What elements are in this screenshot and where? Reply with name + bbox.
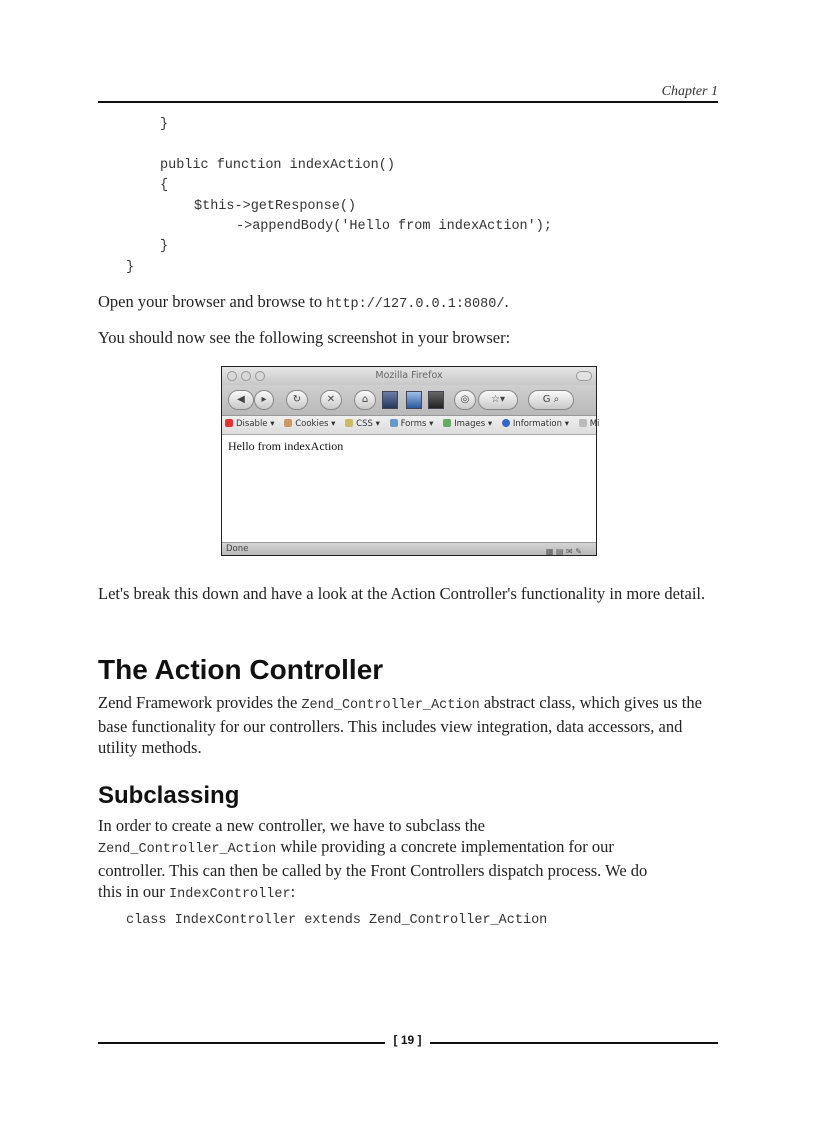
toolbar-cookies: Cookies ▾	[284, 419, 335, 429]
web-developer-toolbar	[222, 415, 600, 435]
browser-content	[222, 435, 596, 539]
code-line: ->appendBody('Hello from indexAction');	[236, 219, 552, 234]
favorites-icon: ☆▾	[478, 390, 518, 410]
back-icon: ◀	[228, 390, 254, 410]
code-line: }	[160, 117, 169, 132]
close-window-icon	[227, 371, 237, 381]
footer-rule-left	[98, 1042, 385, 1044]
toolbar-toggle-icon	[576, 371, 592, 381]
section-heading: The Action Controller	[98, 654, 384, 685]
class-name-code: IndexController	[169, 887, 291, 902]
settings-icon: ◎	[454, 390, 476, 410]
code-line: $this->getResponse()	[194, 199, 357, 214]
toolbar-more: Mi	[579, 419, 600, 429]
reload-icon: ↻	[286, 390, 308, 410]
page-number: [ 19 ]	[393, 1033, 422, 1047]
paragraph-see-screenshot: You should now see the following screenshot in your browser:	[98, 328, 511, 347]
forward-icon: ▸	[254, 390, 274, 410]
stop-icon: ✕	[320, 390, 342, 410]
class-name-code: Zend_Controller_Action	[301, 698, 480, 713]
toolbar-information: Information ▾	[502, 419, 569, 429]
toolbar-forms: Forms ▾	[390, 419, 434, 429]
code-line: {	[160, 178, 169, 193]
paragraph-action-controller: Zend Framework provides the Zend_Controller_Action abstract class, which gives us the base functionality for our controllers. This includes view integration, data accessors, and utility methods.	[98, 693, 702, 757]
url-text: http://127.0.0.1:8080/	[326, 297, 505, 312]
code-line: public function indexAction()	[160, 158, 395, 173]
toolbar-disable: Disable ▾	[225, 419, 275, 429]
header-rule	[98, 101, 718, 103]
class-name-code: Zend_Controller_Action	[98, 842, 277, 857]
status-text: Done	[226, 544, 249, 554]
status-icons: ▦ ▤ ✉ ✎	[545, 547, 582, 556]
browser-screenshot	[221, 366, 600, 556]
code-line: }	[126, 260, 135, 275]
minimize-window-icon	[241, 371, 251, 381]
paragraph-subclassing: In order to create a new controller, we have to subclass the Zend_Controller_Action while providing a concrete implementation for our controller. This can then be called by the Front Controllers dispatch process. We do this in our IndexController:	[98, 816, 648, 902]
footer-rule-right	[430, 1042, 718, 1044]
search-icon: G ⌕	[528, 390, 574, 410]
home-icon: ⌂	[354, 390, 376, 410]
tool-icon	[428, 391, 444, 409]
code-block-bottom: class IndexController extends Zend_Controller_Action	[126, 913, 548, 928]
chapter-label: Chapter 1	[661, 84, 718, 99]
browser-navbar	[222, 385, 596, 415]
page-icon	[406, 391, 422, 409]
toolbar-css: CSS ▾	[345, 419, 380, 429]
paragraph-break-down: Let's break this down and have a look at the Action Controller's functionality in more detail.	[98, 584, 706, 603]
paragraph-open-browser: Open your browser and browse to http://127.0.0.1:8080/.	[98, 292, 509, 312]
page-body-text: Hello from indexAction	[228, 439, 344, 453]
code-line: }	[160, 239, 169, 254]
zoom-window-icon	[255, 371, 265, 381]
browser-statusbar	[222, 542, 596, 555]
browser-window-title: Mozilla Firefox	[375, 370, 443, 381]
browser-titlebar	[222, 367, 596, 385]
subsection-heading: Subclassing	[98, 782, 240, 809]
bookmark-icon	[382, 391, 398, 409]
toolbar-images: Images ▾	[443, 419, 492, 429]
